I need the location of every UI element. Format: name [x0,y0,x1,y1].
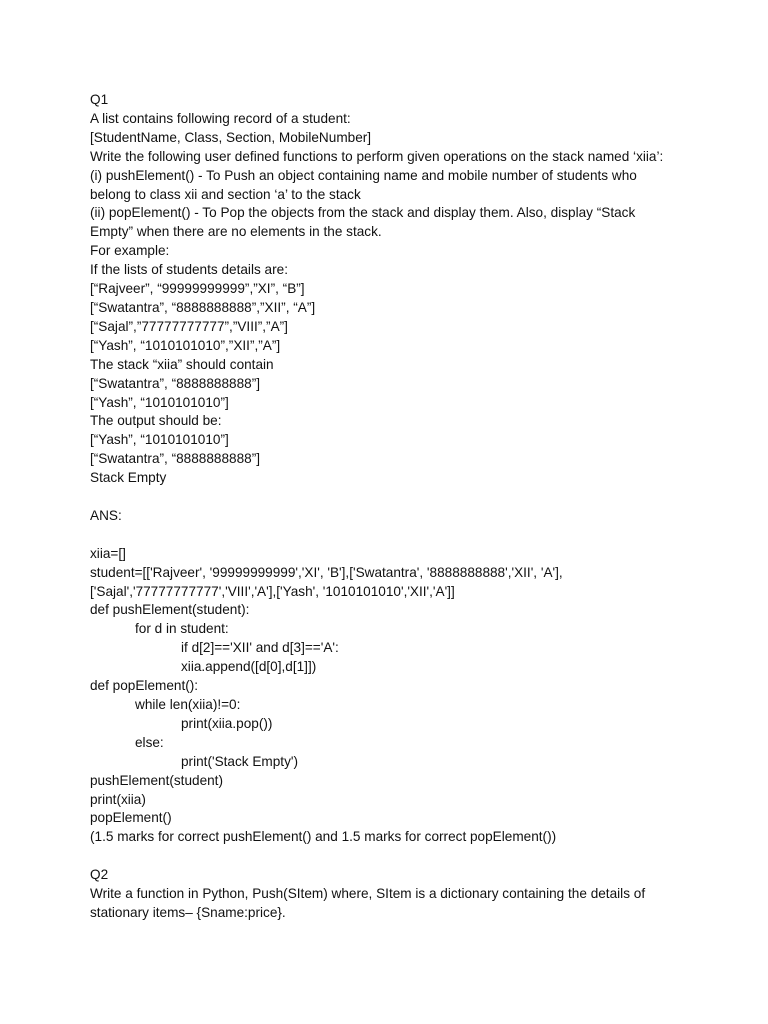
question-1-line: Empty” when there are no elements in the stack. [90,224,382,240]
question-2-line: stationary items– {Sname:price}. [90,904,286,920]
blank-line [90,488,700,507]
code-line: def pushElement(student): [90,602,250,618]
code-line: xiia.append([d[0],d[1]]) [181,659,317,675]
output-line: [“Yash”, “1010101010”] [90,432,229,448]
document-content [90,91,700,923]
code-line: popElement() [90,810,172,826]
question-1-line: belong to class xii and section ‘a’ to the stack [90,186,361,202]
question-1-line: A list contains following record of a student: [90,110,351,126]
answer-label: ANS: [90,507,122,523]
example-record: [“Sajal”,”77777777777”,”VIII”,”A”] [90,318,288,334]
code-line: while len(xiia)!=0: [135,696,241,712]
stack-content-line: [“Swatantra”, “8888888888”] [90,375,261,391]
blank-line [90,847,700,866]
code-line: else: [135,734,164,750]
code-line: print(xiia.pop()) [181,715,273,731]
marks-note: (1.5 marks for correct pushElement() and 1.5 marks for correct popElement()) [90,829,557,845]
question-1-heading: Q1 [90,92,109,107]
question-1-line: For example: [90,243,170,259]
code-line: print(xiia) [90,791,146,807]
question-2-heading: Q2 [90,867,109,883]
code-line: xiia=[] [90,545,126,561]
code-line: ['Sajal','77777777777','VIII','A'],['Yash', '1010101010','XII','A']] [90,583,455,599]
output-line: Stack Empty [90,470,167,486]
example-record: [“Rajveer”, “99999999999”,”XI”, “B”] [90,281,305,297]
code-line: for d in student: [135,621,229,637]
example-record: [“Yash”, “1010101010”,”XII”,”A”] [90,337,281,353]
code-line: pushElement(student) [90,772,223,788]
question-1-line: The output should be: [90,413,222,429]
blank-line [90,526,700,545]
question-1-line: The stack “xiia” should contain [90,356,274,372]
question-1-line: (ii) popElement() - To Pop the objects from the stack and display them. Also, display “Stack [90,205,636,221]
code-line: student=[['Rajveer', '99999999999','XI', 'B'],['Swatantra', '8888888888','XII', 'A'], [90,564,563,580]
question-1-line: (i) pushElement() - To Push an object containing name and mobile number of students who [90,167,637,183]
code-line: if d[2]=='XII' and d[3]=='A': [181,640,339,656]
question-1-line: If the lists of students details are: [90,262,288,278]
output-line: [“Swatantra”, “8888888888”] [90,451,261,467]
code-line: print('Stack Empty') [181,753,298,769]
question-1-line: [StudentName, Class, Section, MobileNumber] [90,129,372,145]
question-1-line: Write the following user defined functions to perform given operations on the stack named ‘xiia’: [90,148,664,164]
question-2-line: Write a function in Python, Push(SItem) where, SItem is a dictionary containing the details of [90,886,646,902]
example-record: [“Swatantra”, “8888888888”,”XII”, “A”] [90,299,316,315]
code-line: def popElement(): [90,678,199,694]
stack-content-line: [“Yash”, “1010101010”] [90,394,229,410]
